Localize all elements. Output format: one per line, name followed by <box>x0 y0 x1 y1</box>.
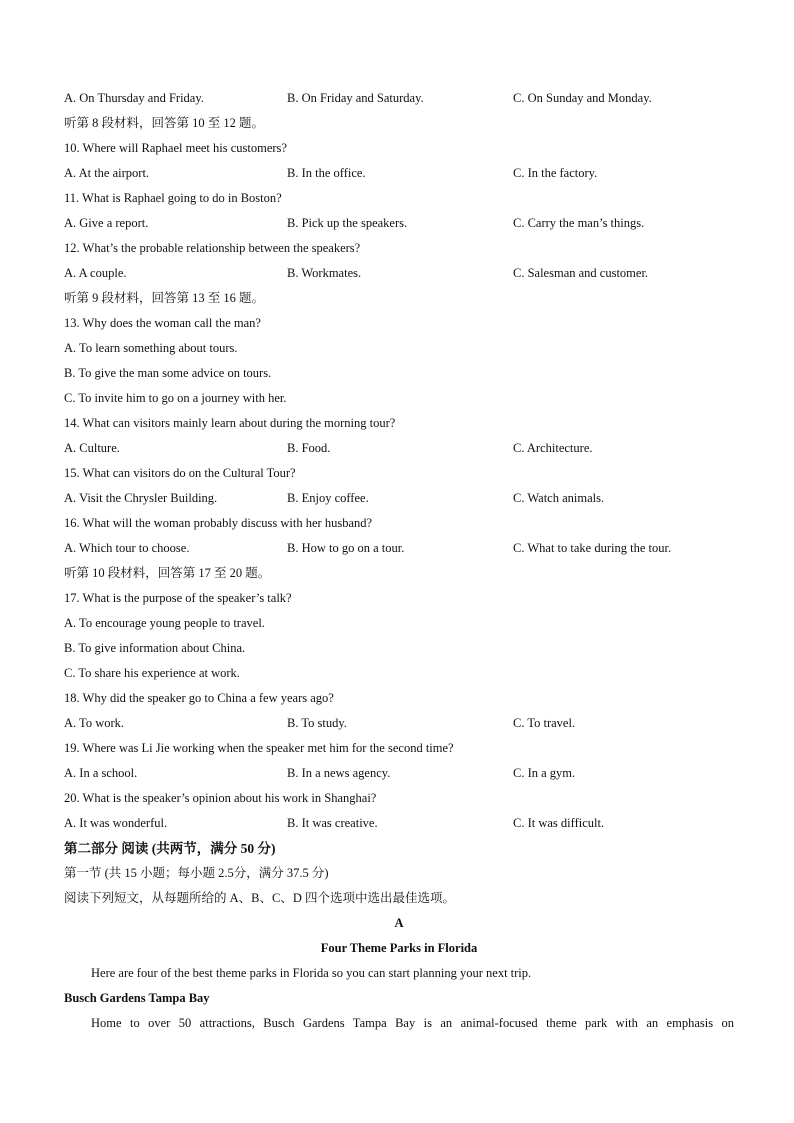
option-row <box>64 486 734 511</box>
option-a: A. Culture. <box>64 441 120 455</box>
option-b: B. In the office. <box>287 166 366 180</box>
option-c: C. In a gym. <box>513 766 576 780</box>
option-c: C. What to take during the tour. <box>513 541 672 555</box>
option-row <box>64 211 734 236</box>
text-line: A. To encourage young people to travel. <box>64 616 265 630</box>
option-b: B. In a news agency. <box>287 766 391 780</box>
option-row <box>64 811 734 836</box>
text-line: 13. Why does the woman call the man? <box>64 316 261 330</box>
option-c: C. Architecture. <box>513 441 593 455</box>
text-line: 20. What is the speaker’s opinion about his work in Shanghai? <box>64 791 377 805</box>
option-a: A. In a school. <box>64 766 138 780</box>
option-c: C. In the factory. <box>513 166 598 180</box>
text-line: 15. What can visitors do on the Cultural Tour? <box>64 466 296 480</box>
document-page <box>64 86 734 1036</box>
passage-title: A <box>394 916 404 930</box>
option-row <box>64 161 734 186</box>
option-b: B. How to go on a tour. <box>287 541 405 555</box>
option-a: A. It was wonderful. <box>64 816 168 830</box>
paragraph-line: Here are four of the best theme parks in Florida so you can start planning your next trip. <box>91 966 532 980</box>
option-row <box>64 761 734 786</box>
passage-title: Four Theme Parks in Florida <box>320 941 478 955</box>
option-b: B. To study. <box>287 716 347 730</box>
option-c: C. Salesman and customer. <box>513 266 649 280</box>
option-a: A. At the airport. <box>64 166 150 180</box>
text-line: 19. Where was Li Jie working when the speaker met him for the second time? <box>64 741 454 755</box>
section-heading: 第二部分 阅读 (共两节，满分 50 分) <box>64 841 276 856</box>
subheading: Busch Gardens Tampa Bay <box>64 991 210 1005</box>
text-line: 听第 10 段材料，回答第 17 至 20 题。 <box>64 566 271 580</box>
option-a: A. To work. <box>64 716 125 730</box>
option-c: C. It was difficult. <box>513 816 605 830</box>
option-c: C. Carry the man’s things. <box>513 216 645 230</box>
text-line: 16. What will the woman probably discuss with her husband? <box>64 516 373 530</box>
option-b: B. Food. <box>287 441 331 455</box>
option-row <box>64 86 734 111</box>
option-c: C. On Sunday and Monday. <box>513 91 652 105</box>
option-row <box>64 436 734 461</box>
option-row <box>64 711 734 736</box>
text-line: 第一节 (共 15 小题；每小题 2.5分，满分 37.5 分) <box>64 866 329 880</box>
option-a: A. Give a report. <box>64 216 149 230</box>
text-line: 阅读下列短文，从每题所给的 A、B、C、D 四个选项中选出最佳选项。 <box>64 891 455 905</box>
text-line: C. To share his experience at work. <box>64 666 240 680</box>
option-b: B. Enjoy coffee. <box>287 491 369 505</box>
text-line: 14. What can visitors mainly learn about during the morning tour? <box>64 416 396 430</box>
option-b: B. Workmates. <box>287 266 362 280</box>
text-line: B. To give the man some advice on tours. <box>64 366 272 380</box>
text-line: A. To learn something about tours. <box>64 341 238 355</box>
option-row <box>64 536 734 561</box>
option-a: A. Visit the Chrysler Building. <box>64 491 218 505</box>
option-b: B. Pick up the speakers. <box>287 216 408 230</box>
option-row <box>64 261 734 286</box>
option-a: A. A couple. <box>64 266 127 280</box>
text-line: 听第 9 段材料，回答第 13 至 16 题。 <box>64 291 265 305</box>
text-line: 18. Why did the speaker go to China a few years ago? <box>64 691 334 705</box>
text-line: B. To give information about China. <box>64 641 246 655</box>
option-b: B. On Friday and Saturday. <box>287 91 424 105</box>
option-c: C. To travel. <box>513 716 576 730</box>
paragraph-line: Home to over 50 attractions, Busch Gardens Tampa Bay is an animal-focused theme park with an emphasis on <box>91 1016 734 1030</box>
text-line: 11. What is Raphael going to do in Boston? <box>64 191 282 205</box>
text-line: 听第 8 段材料，回答第 10 至 12 题。 <box>64 116 265 130</box>
text-line: 10. Where will Raphael meet his customers? <box>64 141 287 155</box>
option-b: B. It was creative. <box>287 816 378 830</box>
option-a: A. Which tour to choose. <box>64 541 190 555</box>
text-line: 12. What’s the probable relationship between the speakers? <box>64 241 361 255</box>
option-a: A. On Thursday and Friday. <box>64 91 204 105</box>
text-line: C. To invite him to go on a journey with her. <box>64 391 287 405</box>
option-c: C. Watch animals. <box>513 491 605 505</box>
text-line: 17. What is the purpose of the speaker’s talk? <box>64 591 292 605</box>
